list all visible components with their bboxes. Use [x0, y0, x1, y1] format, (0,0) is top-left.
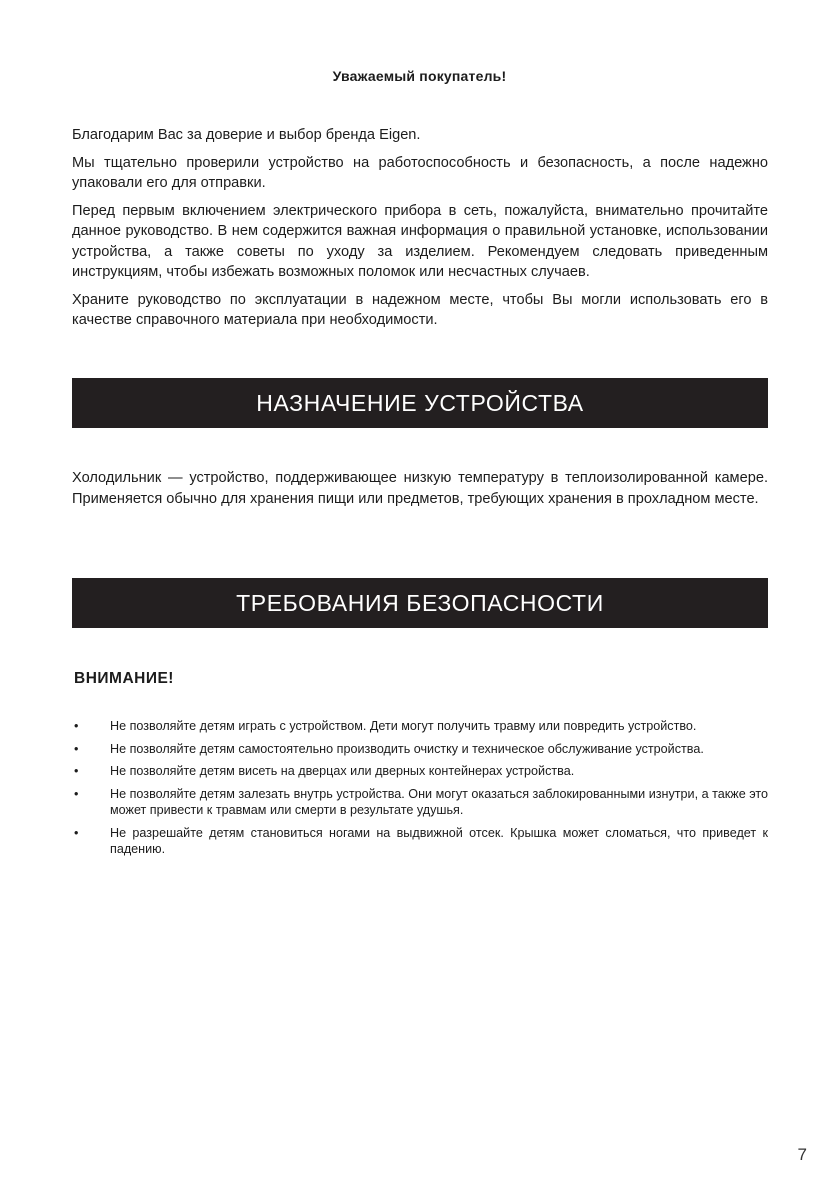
list-item-text: Не позволяйте детям залезать внутрь устройства. Они могут оказаться заблокированными изнутри, а также это может привести к травмам или смерти в результате удушья.: [110, 786, 768, 817]
page-number: 7: [797, 1145, 807, 1164]
list-item: [72, 741, 768, 758]
intro-section: [72, 125, 768, 338]
purpose-paragraph: Холодильник — устройство, поддерживающее низкую температуру в теплоизолированной камере. Применяется обычно для хранения пищи или предметов, требующих хранения в прохладном месте.: [72, 470, 768, 507]
list-item-text: Не разрешайте детям становиться ногами на выдвижной отсек. Крышка может сломаться, что приведет к падению.: [110, 825, 768, 856]
list-item: [72, 763, 768, 780]
intro-paragraph: Храните руководство по эксплуатации в надежном месте, чтобы Вы могли использовать его в качестве справочного материала при необходимости.: [72, 291, 768, 328]
safety-list: [72, 718, 768, 864]
bullet-icon: •: [74, 741, 79, 756]
intro-paragraph: Перед первым включением электрического прибора в сеть, пожалуйста, внимательно прочитайте данное руководство. В нем содержится важная информация о правильной установке, использовании устройства, а также советы по уходу за изделием. Рекомендуем следовать приведенным инструкциям, чтобы избежать возможных поломок или несчастных случаев.: [72, 202, 768, 280]
purpose-section-banner: [72, 378, 768, 428]
list-item: [72, 718, 768, 735]
list-item: [72, 786, 768, 819]
intro-paragraph: Благодарим Вас за доверие и выбор бренда Eigen.: [72, 127, 421, 143]
purpose-section-title: НАЗНАЧЕНИЕ УСТРОЙСТВА: [256, 389, 584, 416]
list-item-text: Не позволяйте детям играть с устройством. Дети могут получить травму или повредить устройство.: [110, 719, 697, 733]
safety-section-banner: [72, 578, 768, 628]
bullet-icon: •: [74, 719, 79, 733]
warning-heading: ВНИМАНИЕ!: [74, 670, 174, 687]
bullet-icon: •: [74, 764, 79, 778]
bullet-icon: •: [74, 825, 79, 840]
safety-section-title: ТРЕБОВАНИЯ БЕЗОПАСНОСТИ: [236, 589, 604, 616]
list-item-text: Не позволяйте детям висеть на дверцах или дверных контейнерах устройства.: [110, 764, 575, 778]
intro-paragraph: Мы тщательно проверили устройство на работоспособность и безопасность, а после надежно упаковали его для отправки.: [72, 154, 768, 191]
list-item-text: Не позволяйте детям самостоятельно производить очистку и техническое обслуживание устройства.: [110, 741, 704, 756]
list-item: [72, 825, 768, 858]
greeting-heading: Уважаемый покупатель!: [332, 68, 507, 84]
bullet-icon: •: [74, 786, 79, 801]
